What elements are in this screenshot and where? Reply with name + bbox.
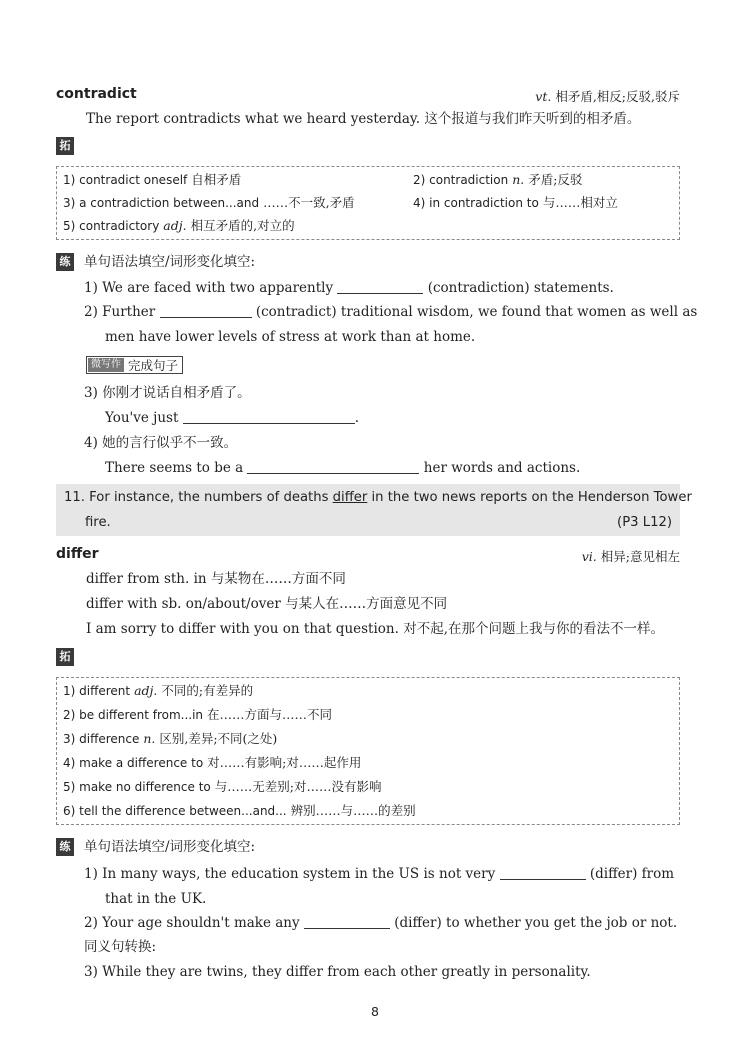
differ-extension-box <box>56 677 680 825</box>
contradict-extension-box <box>56 166 680 240</box>
practice1-q1: 1) We are faced with two apparently (contradiction) statements. <box>84 280 614 296</box>
ext2-item6: 6) tell the difference between...and... 辨别……与……的差别 <box>63 803 416 818</box>
practice2-q2: 2) Your age shouldn't make any (differ) to whether you get the job or not. <box>84 915 678 931</box>
practice1-q3-cn: 3) 你刚才说话自相矛盾了。 <box>84 385 251 401</box>
practice1-title: 单句语法填空/词形变化填空: <box>84 254 256 270</box>
entry-contradict-header <box>56 86 680 108</box>
ext2-item3: 3) difference n. 区别,差异;不同(之处) <box>63 731 278 746</box>
answer-blank[interactable] <box>160 304 252 318</box>
page-number: 8 <box>371 1004 379 1019</box>
mini-writing-tag: 微写作 <box>88 358 124 372</box>
practice1-q2-cont: men have lower levels of stress at work than at home. <box>105 329 476 345</box>
differ-phrase2: differ with sb. on/about/over 与某人在……方面意见不同 <box>86 596 448 612</box>
keyword-differ: differ <box>332 490 368 505</box>
mini-writing-label <box>86 356 183 374</box>
ext1-item2: 2) contradiction n. 矛盾;反驳 <box>413 172 583 187</box>
contradict-meaning: 相矛盾,相反;反驳,驳斥 <box>555 89 680 104</box>
practice2-q3: 3) While they are twins, they differ from each other greatly in personality. <box>84 964 591 980</box>
practice1-q4-en: There seems to be a her words and actions. <box>105 460 581 476</box>
differ-pos: vi. <box>581 549 597 564</box>
practice2-q1: 1) In many ways, the education system in the US is not very (differ) from <box>84 866 675 882</box>
practice-tag: 练 <box>56 253 74 271</box>
extension-tag: 拓 <box>56 648 74 666</box>
practice2-q1-cont: that in the UK. <box>105 891 207 907</box>
answer-blank[interactable] <box>304 915 390 929</box>
ext2-item5: 5) make no difference to 与……无差别;对……没有影响 <box>63 779 382 794</box>
ext2-item2: 2) be different from...in 在……方面与……不同 <box>63 707 333 722</box>
ext1-item1: 1) contradict oneself 自相矛盾 <box>63 172 242 187</box>
ext1-item3: 3) a contradiction between...and ……不一致,矛盾 <box>63 195 355 210</box>
ext1-item4: 4) in contradiction to 与……相对立 <box>413 195 618 210</box>
ext2-item1: 1) different adj. 不同的;有差异的 <box>63 683 254 698</box>
sentence11-line1: 11. For instance, the numbers of deaths differ in the two news reports on the Henderson Tower <box>64 490 692 505</box>
contradict-example: The report contradicts what we heard yesterday. 这个报道与我们昨天听到的相矛盾。 <box>86 111 641 127</box>
practice1-q2: 2) Further (contradict) traditional wisdom, we found that women as well as <box>84 304 698 320</box>
answer-blank[interactable] <box>500 866 586 880</box>
differ-example: I am sorry to differ with you on that question. 对不起,在那个问题上我与你的看法不一样。 <box>86 621 664 637</box>
headword-differ: differ <box>56 546 99 562</box>
practice1-q4-cn: 4) 她的言行似乎不一致。 <box>84 435 238 451</box>
practice-tag: 练 <box>56 838 74 856</box>
source-sentence-band <box>56 484 692 536</box>
answer-blank[interactable] <box>183 410 355 424</box>
headword-contradict: contradict <box>56 86 137 102</box>
extension-tag: 拓 <box>56 137 74 155</box>
sentence11-ref: (P3 L12) <box>617 515 672 530</box>
practice2-title: 单句语法填空/词形变化填空: <box>84 839 256 855</box>
answer-blank[interactable] <box>247 460 419 474</box>
contradict-pos: vt. <box>535 89 552 104</box>
practice1-q3-en: You've just . <box>105 410 360 426</box>
ext2-item4: 4) make a difference to 对……有影响;对……起作用 <box>63 755 362 770</box>
differ-phrase1: differ from sth. in 与某物在……方面不同 <box>86 571 346 587</box>
contradict-definition <box>535 87 680 105</box>
practice2-subhead: 同义句转换: <box>84 939 157 955</box>
entry-differ-header <box>56 546 680 568</box>
answer-blank[interactable] <box>337 280 423 294</box>
ext1-item5: 5) contradictory adj. 相互矛盾的,对立的 <box>63 218 295 233</box>
differ-meaning: 相异;意见相左 <box>600 549 680 564</box>
complete-sentence-label: 完成句子 <box>128 358 179 373</box>
sentence11-line2: fire. <box>85 515 111 530</box>
differ-definition <box>582 547 680 565</box>
